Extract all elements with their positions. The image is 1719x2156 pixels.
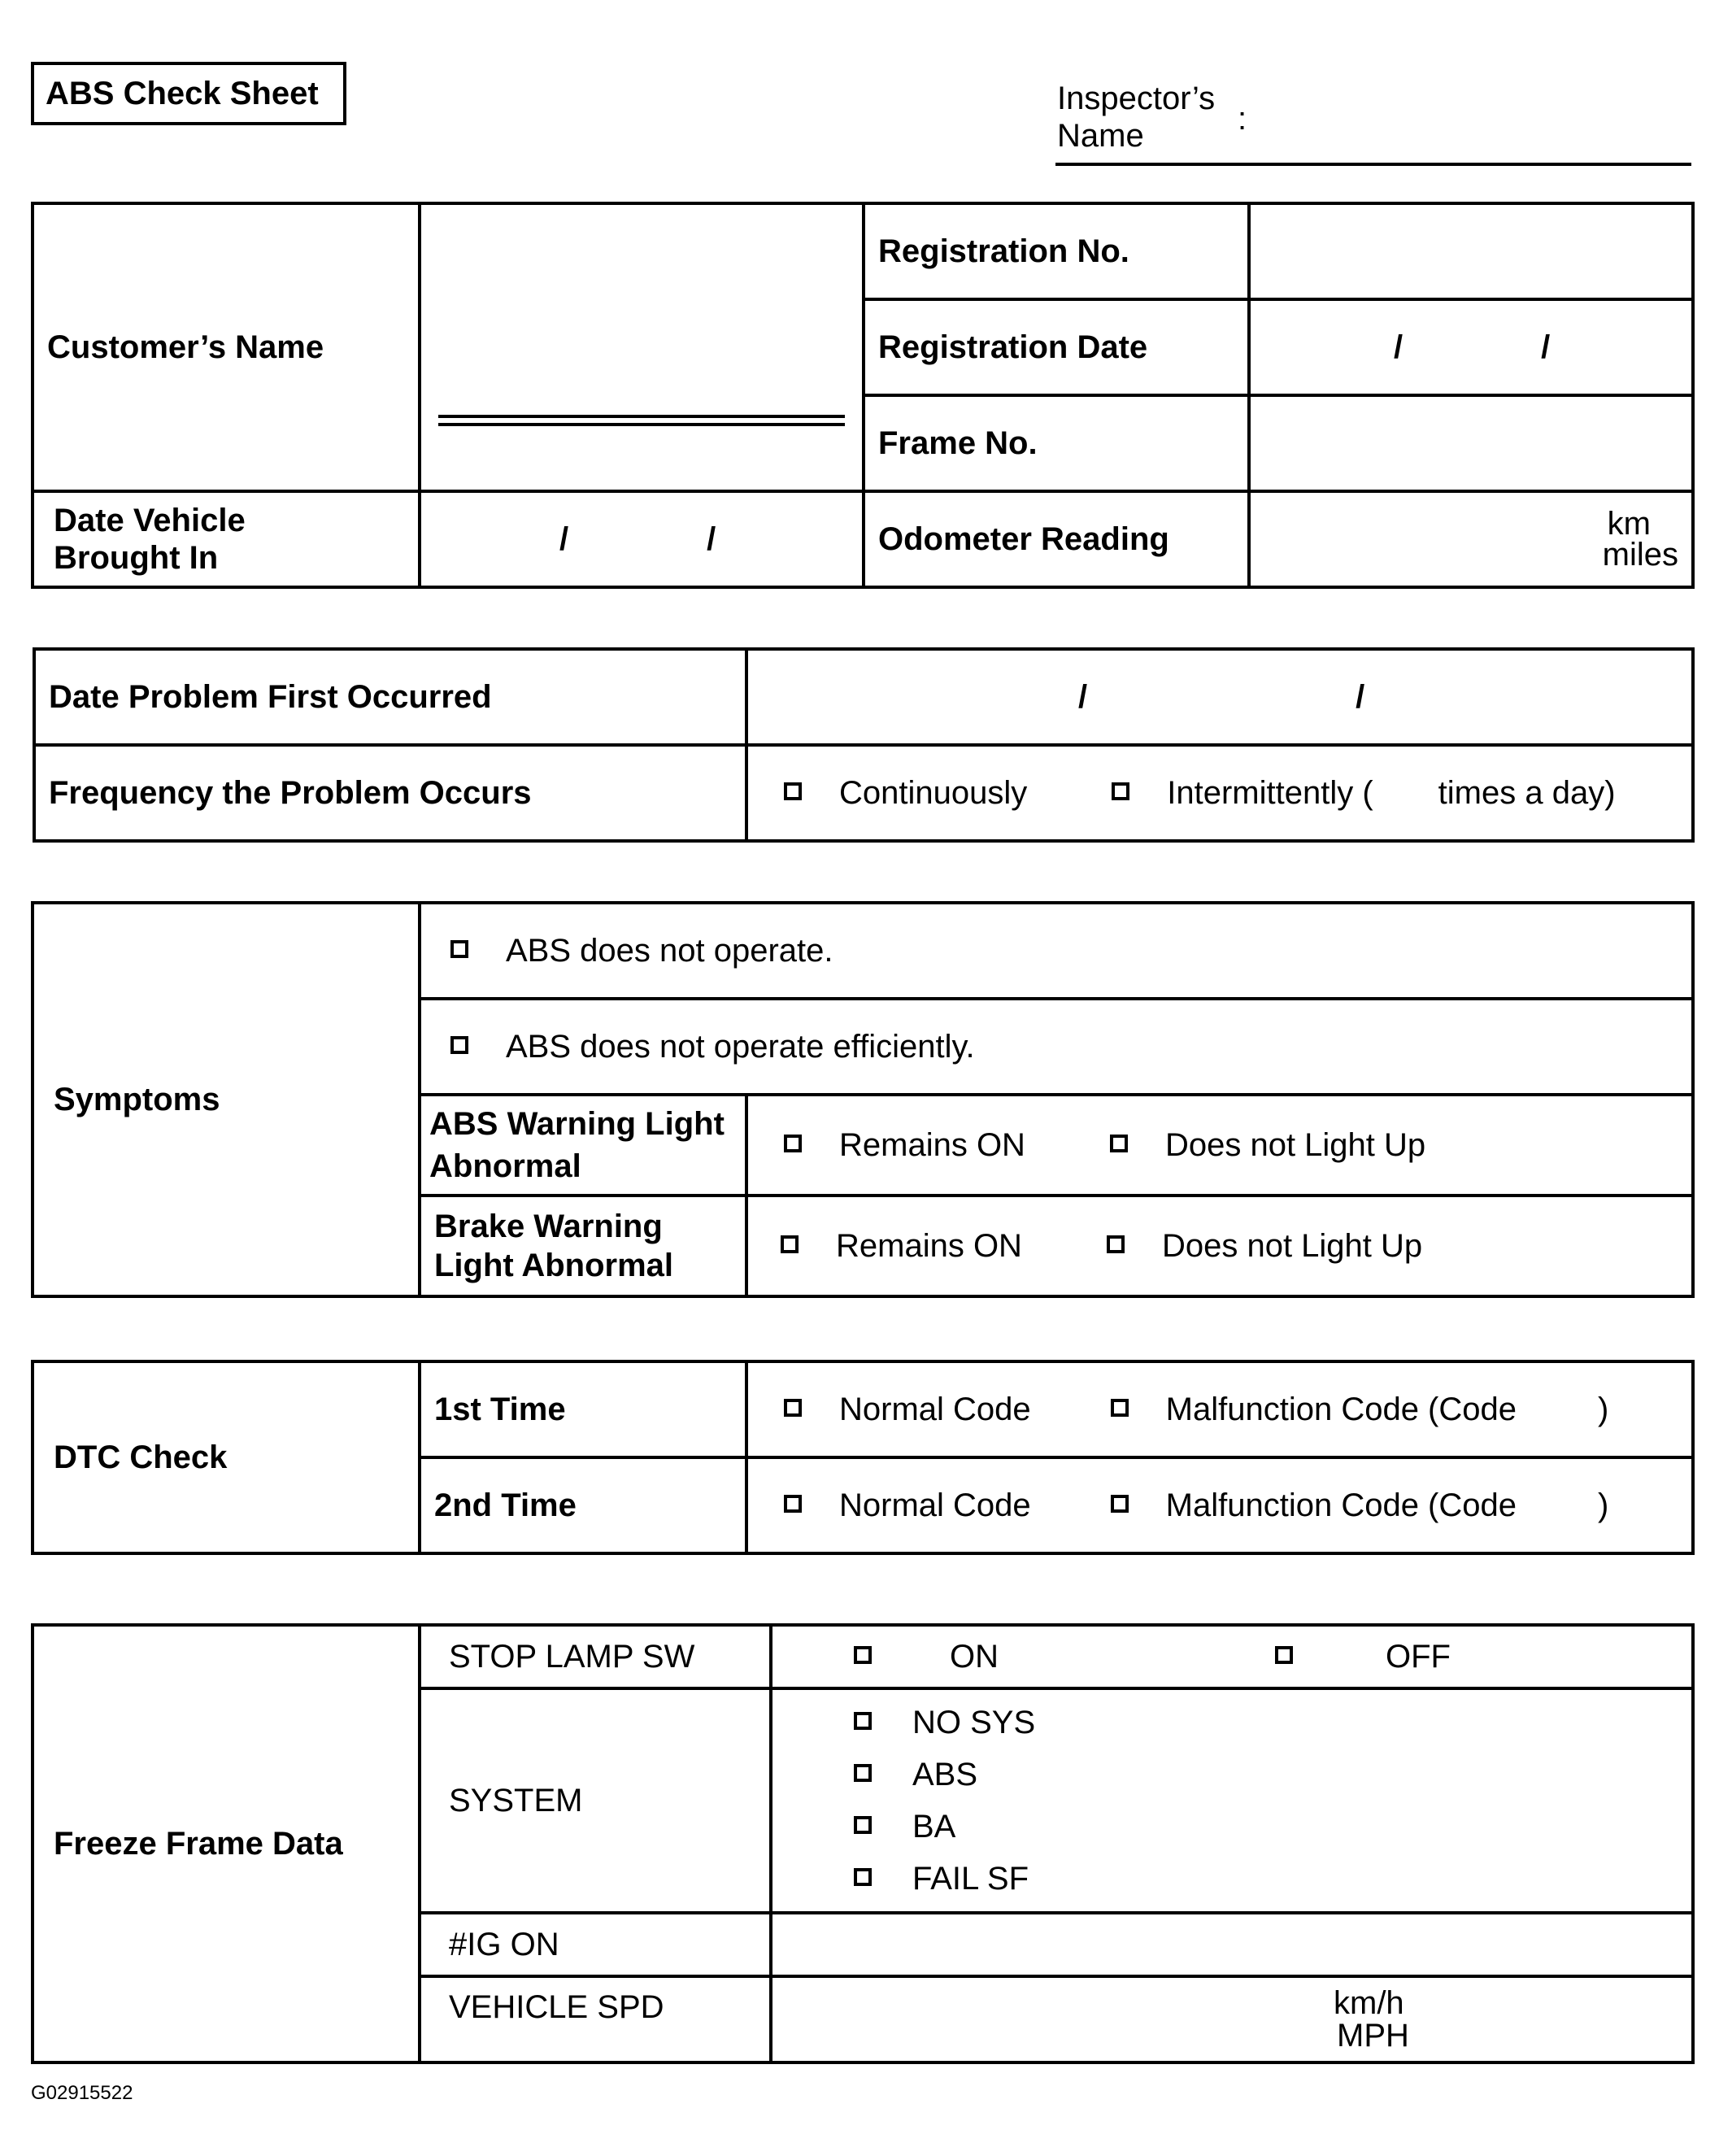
registration-no-label: Registration No. — [864, 203, 1249, 299]
stop-lamp-options — [771, 1625, 1693, 1688]
ba-label: BA — [912, 1809, 956, 1845]
checkbox[interactable] — [784, 782, 802, 800]
checkbox[interactable] — [784, 1135, 802, 1152]
first-time-label: 1st Time — [420, 1361, 746, 1457]
date-slash: / — [1078, 679, 1088, 715]
second-time-label: 2nd Time — [420, 1457, 746, 1553]
date-slash: / — [1356, 679, 1365, 715]
on-option[interactable] — [854, 1639, 999, 1675]
malfunction-close-paren: ) — [1598, 1487, 1609, 1523]
intermittently-label: Intermittently ( — [1167, 775, 1373, 811]
ig-on-field[interactable] — [771, 1913, 1693, 1976]
does-not-light-label: Does not Light Up — [1161, 1228, 1423, 1264]
abs-not-efficient-option[interactable] — [420, 999, 1693, 1095]
checkbox[interactable] — [854, 1868, 872, 1886]
system-options — [771, 1688, 1693, 1913]
abs-warning-line1: ABS Warning Light — [429, 1106, 725, 1142]
abs-warning-light-label — [420, 1095, 746, 1196]
miles-unit: miles — [1602, 537, 1678, 573]
frequency-label: Frequency the Problem Occurs — [34, 745, 746, 841]
abs-warning-line2: Abnormal — [429, 1148, 581, 1184]
date-vehicle-brought-in-label — [33, 491, 420, 587]
customer-name-label: Customer’s Name — [33, 203, 420, 491]
sheet-title — [31, 62, 346, 125]
no-sys-option[interactable] — [854, 1696, 1678, 1749]
date-slash: / — [1394, 329, 1403, 365]
abs-not-efficient-label: ABS does not operate efficiently. — [506, 1029, 975, 1065]
inspector-name-label — [1057, 80, 1215, 155]
date-vehicle-label-line1: Date Vehicle — [54, 503, 246, 538]
freeze-frame-label: Freeze Frame Data — [33, 1625, 420, 2062]
date-slash: / — [707, 521, 716, 557]
registration-date-field[interactable] — [1249, 299, 1693, 395]
figure-code: G02915522 — [31, 2082, 133, 2104]
off-label: OFF — [1386, 1639, 1451, 1675]
normal-code-option[interactable] — [784, 1487, 1031, 1523]
abs-not-operate-option[interactable] — [420, 903, 1693, 999]
customer-name-double-line — [438, 415, 845, 426]
inspector-label-line2: Name — [1057, 118, 1144, 154]
does-not-light-label: Does not Light Up — [1164, 1127, 1426, 1163]
checkbox[interactable] — [1111, 1399, 1129, 1417]
date-slash: / — [1541, 329, 1551, 365]
date-vehicle-brought-in-field[interactable] — [420, 491, 864, 587]
first-time-options — [746, 1361, 1693, 1457]
second-time-options — [746, 1457, 1693, 1553]
ig-on-label: #IG ON — [420, 1913, 771, 1976]
intermittently-option[interactable] — [1112, 775, 1615, 811]
freeze-frame-table — [31, 1623, 1695, 2064]
frequency-options — [746, 745, 1693, 841]
checkbox[interactable] — [781, 1235, 799, 1253]
kmh-unit: km/h — [1334, 1985, 1404, 2021]
mph-unit: MPH — [1337, 2018, 1409, 2054]
vehicle-spd-label: VEHICLE SPD — [420, 1976, 771, 2062]
registration-date-label: Registration Date — [864, 299, 1249, 395]
inspector-colon: : — [1238, 101, 1247, 137]
checkbox[interactable] — [1112, 782, 1129, 800]
inspector-label-line1: Inspector’s — [1057, 81, 1216, 116]
vehicle-spd-field[interactable] — [771, 1976, 1693, 2062]
abs-warning-options — [746, 1095, 1693, 1196]
checkbox[interactable] — [854, 1712, 872, 1730]
stop-lamp-sw-label: STOP LAMP SW — [420, 1625, 771, 1688]
remains-on-label: Remains ON — [836, 1228, 1022, 1264]
checkbox[interactable] — [854, 1646, 872, 1664]
sheet-title-text: ABS Check Sheet — [46, 75, 319, 111]
checkbox[interactable] — [1110, 1135, 1128, 1152]
problem-table — [33, 647, 1695, 843]
checkbox[interactable] — [1107, 1235, 1125, 1253]
remains-on-option[interactable] — [784, 1127, 1025, 1163]
normal-code-label: Normal Code — [839, 1392, 1031, 1427]
dtc-check-label: DTC Check — [33, 1361, 420, 1553]
continuously-option[interactable] — [784, 775, 1027, 811]
abs-not-operate-label: ABS does not operate. — [506, 933, 833, 969]
vehicle-info-table — [31, 202, 1695, 589]
odometer-field[interactable] — [1249, 491, 1693, 587]
checkbox[interactable] — [450, 940, 468, 958]
times-a-day-label: times a day) — [1438, 775, 1616, 811]
date-slash: / — [559, 521, 569, 557]
brake-warning-line2: Light Abnormal — [434, 1248, 674, 1283]
on-label: ON — [950, 1639, 999, 1675]
symptoms-table — [31, 901, 1695, 1298]
malfunction-code-label: Malfunction Code (Code — [1165, 1487, 1517, 1523]
malfunction-code-label: Malfunction Code (Code — [1165, 1392, 1517, 1427]
odometer-label: Odometer Reading — [864, 491, 1249, 587]
no-sys-label: NO SYS — [912, 1705, 1036, 1740]
registration-no-field[interactable] — [1249, 203, 1693, 299]
continuously-label: Continuously — [839, 775, 1028, 811]
checkbox[interactable] — [1111, 1495, 1129, 1513]
malfunction-code-option[interactable] — [1111, 1392, 1609, 1427]
normal-code-label: Normal Code — [839, 1487, 1031, 1523]
brake-warning-line1: Brake Warning — [434, 1209, 663, 1244]
symptoms-label: Symptoms — [33, 903, 420, 1296]
checkbox[interactable] — [854, 1816, 872, 1834]
frame-no-field[interactable] — [1249, 395, 1693, 491]
km-unit: km — [1607, 506, 1651, 542]
ba-option[interactable] — [854, 1801, 1678, 1853]
abs-option[interactable] — [854, 1749, 1678, 1801]
remains-on-option[interactable] — [781, 1228, 1022, 1264]
checkbox[interactable] — [1275, 1646, 1293, 1664]
checkbox[interactable] — [784, 1399, 802, 1417]
checkbox[interactable] — [450, 1036, 468, 1054]
checkbox[interactable] — [854, 1764, 872, 1782]
customer-name-field[interactable] — [420, 203, 864, 491]
frame-no-label: Frame No. — [864, 395, 1249, 491]
fail-sf-option[interactable] — [854, 1853, 1678, 1905]
off-option[interactable] — [1275, 1639, 1451, 1675]
abs-label: ABS — [912, 1757, 978, 1792]
does-not-light-option[interactable] — [1107, 1228, 1422, 1264]
date-problem-first-label: Date Problem First Occurred — [34, 649, 746, 745]
malfunction-close-paren: ) — [1598, 1392, 1609, 1427]
brake-warning-light-label — [420, 1196, 746, 1296]
date-problem-first-field[interactable] — [746, 649, 1693, 745]
dtc-check-table — [31, 1360, 1695, 1555]
normal-code-option[interactable] — [784, 1392, 1031, 1427]
system-label: SYSTEM — [420, 1688, 771, 1913]
fail-sf-label: FAIL SF — [912, 1861, 1029, 1897]
date-vehicle-label-line2: Brought In — [54, 540, 219, 576]
inspector-name-field[interactable] — [1055, 163, 1691, 166]
checkbox[interactable] — [784, 1495, 802, 1513]
brake-warning-options — [746, 1196, 1693, 1296]
remains-on-label: Remains ON — [839, 1127, 1025, 1163]
does-not-light-option[interactable] — [1110, 1127, 1425, 1163]
malfunction-code-option[interactable] — [1111, 1487, 1609, 1523]
